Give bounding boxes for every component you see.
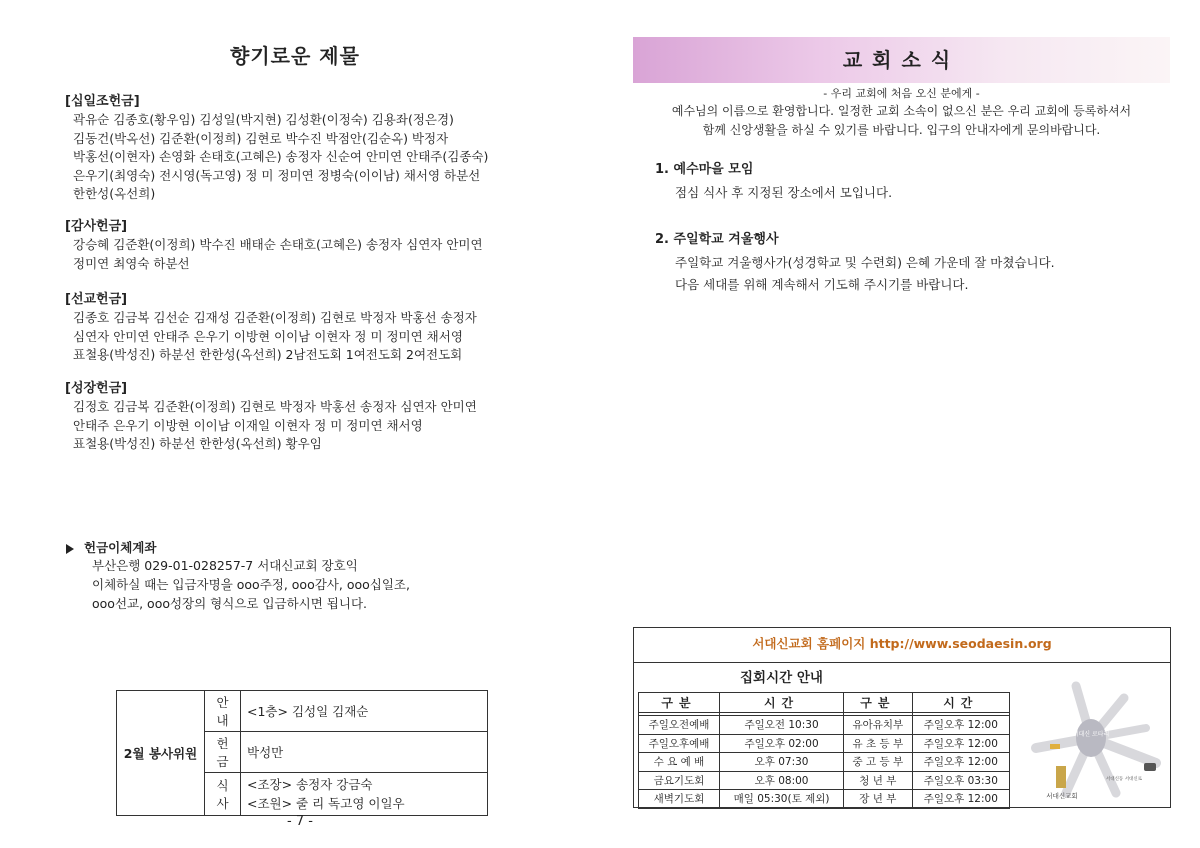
volunteer-role: 안내 [205, 691, 241, 732]
church-location-map [1016, 668, 1166, 806]
schedule-header: 시간 [912, 693, 1009, 713]
offering-line: 곽유순 김종호(황우임) 김성일(박지현) 김성환(이정숙) 김용좌(정은경) [73, 112, 454, 127]
schedule-table [638, 692, 1010, 809]
intro-line: 예수님의 이름으로 환영합니다. 일정한 교회 소속이 없으신 분은 우리 교회에 등록하셔서 [671, 104, 1132, 118]
offering-line: 김동건(박옥선) 김준환(이정희) 김현로 박수진 박점안(김순옥) 박정자 [73, 130, 449, 146]
schedule-cell: 주일오후 03:30 [912, 771, 1009, 790]
schedule-cell: 매일 05:30(토 제외) [720, 790, 844, 809]
news-intro [633, 102, 1170, 140]
schedule-cell: 주일오후 12:00 [912, 734, 1009, 753]
church-building-icon [1056, 766, 1066, 788]
news-title: 교회소식 [842, 48, 961, 72]
schedule-cell: 주일오후 12:00 [912, 716, 1009, 735]
schedule-cell: 주일오후 12:00 [912, 753, 1009, 772]
volunteer-line: <조장> 송정자 강금숙 [247, 777, 373, 792]
offering-line: 박홍선(이현자) 손영화 손태호(고혜은) 송정자 신순여 안미연 안태주(김종숙) [73, 149, 489, 164]
news-item-line: 점심 식사 후 지정된 장소에서 모입니다. [675, 185, 893, 200]
offering-heading: [십일조헌금] [65, 94, 140, 109]
volunteer-table [116, 690, 488, 816]
schedule-row [639, 753, 1010, 772]
transfer-heading-row [66, 538, 536, 556]
news-item-title: 2. 주일학교 겨울행사 [655, 232, 779, 247]
news-item-title: 1. 예수마을 모임 [655, 162, 754, 177]
rotary-label: 서대신 로타리 [1072, 731, 1110, 738]
schedule-cell: 주일오후예배 [639, 734, 720, 753]
church-map-label: 서대신교회 [1046, 792, 1078, 800]
offering-line: 은우기(최영숙) 전시영(독고영) 정 미 정미연 정병숙(이이남) 채서영 하분선 [73, 167, 481, 183]
transfer-heading: 헌금이체계좌 [84, 540, 157, 555]
transfer-line: 부산은행 029-01-028257-7 서대신교회 장호익 [92, 558, 358, 573]
offering-line: 표철용(박성진) 하분선 한한성(옥선희) 2남전도회 1여전도회 2여전도회 [73, 347, 463, 362]
offering-section [65, 215, 545, 273]
schedule-row [639, 790, 1010, 809]
news-item [655, 158, 1165, 204]
schedule-cell: 오후 08:00 [720, 771, 844, 790]
divider [634, 662, 1170, 663]
schedule-cell: 장 년 부 [844, 790, 913, 809]
offering-heading: [감사헌금] [65, 219, 128, 234]
schedule-header: 시간 [720, 693, 844, 713]
offering-heading: [선교헌금] [65, 292, 128, 307]
news-item [655, 228, 1165, 296]
schedule-header-row [639, 693, 1010, 713]
offering-line: 김정호 김금복 김준환(이정희) 김현로 박정자 박홍선 송정자 심연자 안미연 [73, 399, 477, 414]
offering-line: 강승혜 김준환(이정희) 박수진 배태순 손태호(고혜은) 송정자 심연자 안미연 [73, 237, 483, 252]
schedule-cell: 금요기도회 [639, 771, 720, 790]
volunteer-line: <조원> 줄 리 독고영 이일우 [247, 796, 405, 811]
schedule-row [639, 771, 1010, 790]
volunteer-title: 2월 봉사위원 [117, 691, 205, 816]
transfer-line: ooo선교, ooo성장의 형식으로 입금하시면 됩니다. [92, 596, 368, 611]
homepage-link[interactable]: 서대신교회 홈페이지 http://www.seodaesin.org [752, 636, 1052, 651]
schedule-cell: 중 고 등 부 [844, 753, 913, 772]
volunteer-names [241, 773, 488, 816]
volunteer-role: 헌금 [205, 732, 241, 773]
car-icon [1144, 763, 1156, 771]
schedule-title: 집회시간 안내 [740, 670, 823, 686]
news-item-line: 주일학교 겨울행사가(성경학교 및 수련회) 은혜 가운데 잘 마쳤습니다. [675, 255, 1055, 270]
page-title: 향기로운 제물 [230, 44, 360, 68]
offering-section [65, 288, 545, 365]
schedule-cell: 새벽기도회 [639, 790, 720, 809]
news-subtitle: - 우리 교회에 처음 오신 분에게 - [823, 87, 980, 100]
schedule-cell: 주일오후 02:00 [720, 734, 844, 753]
volunteer-names [241, 732, 488, 773]
schedule-cell: 유아유치부 [844, 716, 913, 735]
landmark-marker [1050, 744, 1060, 749]
rotary-circle [1076, 719, 1106, 757]
schedule-cell: 주일오전 10:30 [720, 716, 844, 735]
offering-line: 안태주 은우기 이방현 이이남 이재일 이현자 정 미 정미연 채서영 [73, 417, 423, 433]
schedule-cell: 유 초 등 부 [844, 734, 913, 753]
schedule-cell: 주일오후 12:00 [912, 790, 1009, 809]
schedule-cell: 수 요 예 배 [639, 753, 720, 772]
volunteer-line: 박성만 [247, 744, 284, 760]
transfer-account-section [66, 538, 536, 613]
schedule-header: 구분 [639, 693, 720, 713]
offering-line: 한한성(옥선희) [73, 186, 156, 201]
schedule-cell: 주일오전예배 [639, 716, 720, 735]
offering-section [65, 377, 545, 454]
schedule-row [639, 734, 1010, 753]
offering-line: 표철용(박성진) 하분선 한한성(옥선희) 황우임 [73, 436, 322, 451]
offering-line: 심연자 안미연 안태주 은우기 이방현 이이남 이현자 정 미 정미연 채서영 [73, 328, 463, 344]
schedule-row [639, 716, 1010, 735]
triangle-bullet-icon [66, 544, 74, 554]
schedule-header: 구분 [844, 693, 913, 713]
offering-heading: [성장헌금] [65, 381, 128, 396]
schedule-cell: 청 년 부 [844, 771, 913, 790]
offering-line: 김종호 김금복 김선순 김재성 김준환(이정희) 김현로 박정자 박홍선 송정자 [73, 310, 477, 325]
news-item-line: 다음 세대를 위해 계속해서 기도해 주시기를 바랍니다. [675, 277, 969, 292]
offering-line: 정미연 최영숙 하분선 [73, 255, 190, 271]
transfer-line: 이체하실 때는 입금자명을 ooo주정, ooo감사, ooo십일조, [92, 577, 410, 592]
intro-line: 함께 신앙생활을 하실 수 있기를 바랍니다. 입구의 안내자에게 문의바랍니다. [702, 123, 1101, 137]
offering-section [65, 90, 545, 204]
schedule-cell: 오후 07:30 [720, 753, 844, 772]
page-number: - 7 - [287, 814, 313, 829]
volunteer-names [241, 691, 488, 732]
map-note: 서대신동 서대신로 [1105, 777, 1143, 782]
volunteer-role: 식사 [205, 773, 241, 816]
volunteer-line: <1층> 김성일 김재순 [247, 703, 369, 719]
